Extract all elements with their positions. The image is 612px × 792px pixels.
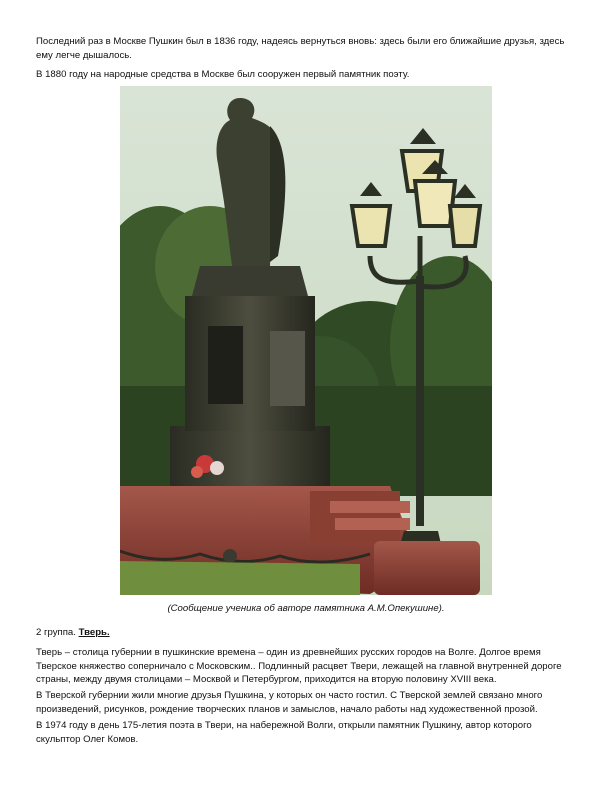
paragraph-tver-friends: В Тверской губернии жили многие друзья Пушкина, у которых он часто гостил. С Тверской землей связано много произведений, рисунков, рождение творческих планов и замыслов, начало работы над художественной прозой. (36, 690, 543, 715)
paragraph-moscow-1836: Последний раз в Москве Пушкин был в 1836 году, надеясь вернуться вновь: здесь были его ближайшие друзья, здесь ему легче дышалось. (36, 36, 565, 61)
group-heading (36, 627, 110, 638)
paragraph-tver-monument-1974: В 1974 году в день 175-летия поэта в Твери, на набережной Волги, открыли памятник Пушкину, автор которого скульптор Олег Комов. (36, 720, 532, 745)
group-label: 2 группа. (36, 627, 76, 638)
group-city: Тверь. (78, 627, 110, 638)
pushkin-monument-photo (120, 86, 492, 595)
paragraph-tver-history: Тверь – столица губернии в пушкинские времена – один из древнейших русских городов на Волге. Долгое время Тверское княжество соперничало с Московским.. Подлинный расцвет Твери, лежащей на главной внутренней дороге страны, между двумя столицами – Москвой и Петербургом, приходится на вторую половину XVIII века. (36, 647, 562, 686)
paragraph-monument-1880: В 1880 году на народные средства в Москве был сооружен первый памятник поэту. (36, 69, 410, 80)
photo-caption: (Сообщение ученика об авторе памятника А.М.Опекушине). (167, 603, 445, 614)
